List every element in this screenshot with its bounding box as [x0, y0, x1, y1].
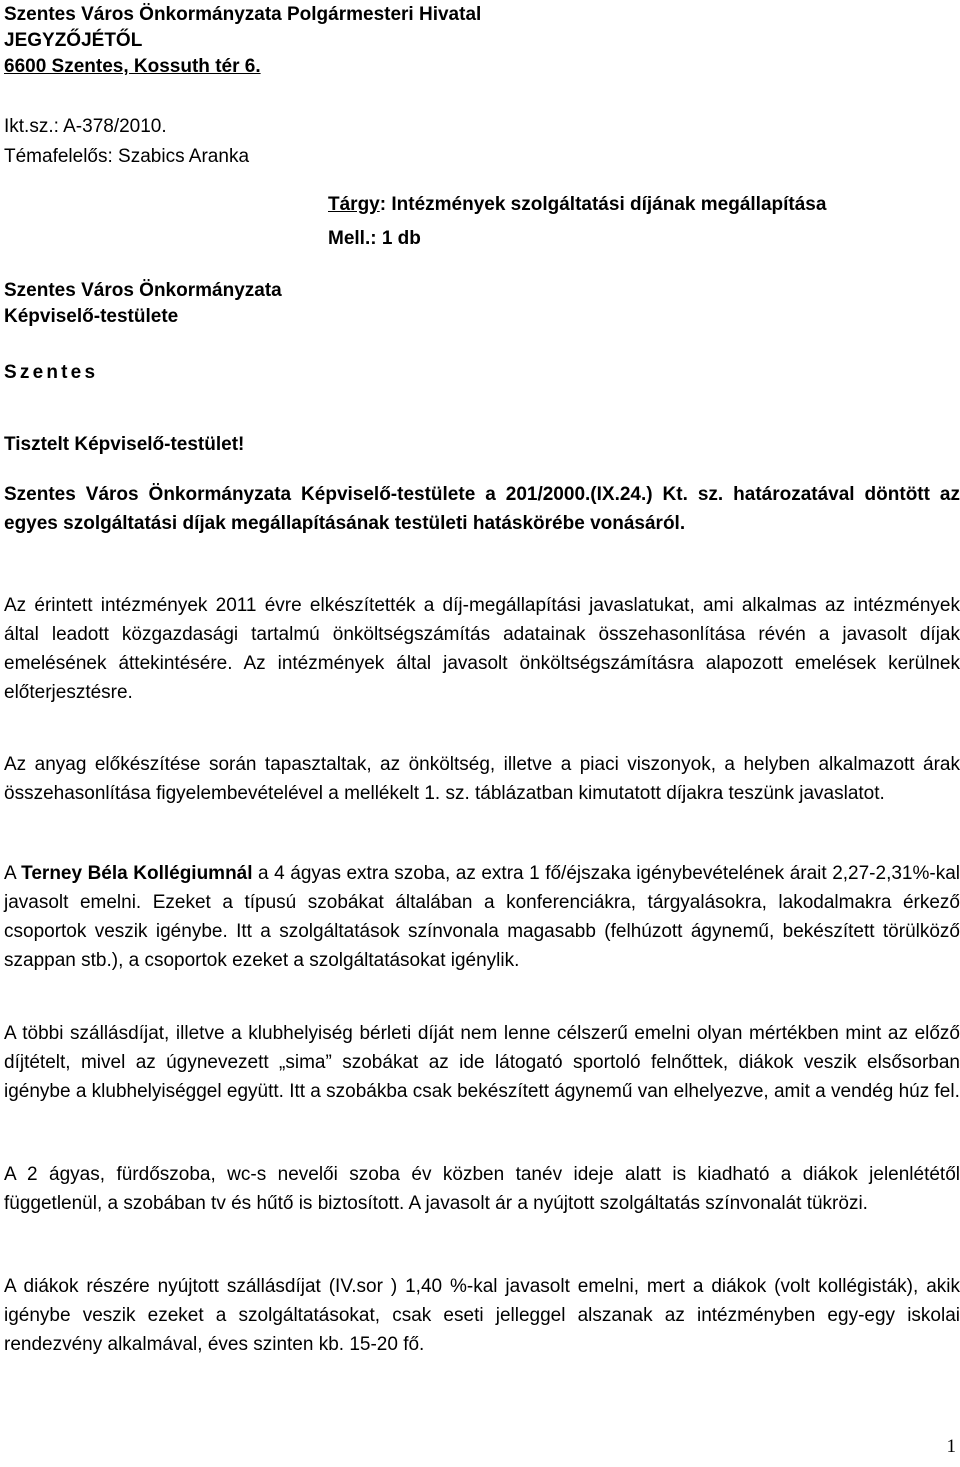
- reference-block: [4, 112, 249, 172]
- attachment-line: [328, 222, 826, 256]
- paragraph-proposals: Az érintett intézmények 2011 évre elkészítették a díj-megállapítási javaslatukat, ami alkalmas az intézmények által leadott közgazdasági tartalmú önköltségszámítás adatainak összehasonlítása révén a javasolt díjak emelésének áttekintésére. Az intézmények által javasolt önköltségszámításra alapozott emelések kerülnek előterjesztésre.: [4, 595, 960, 703]
- responsible-person: Témafelelős: Szabics Aranka: [4, 146, 250, 167]
- addressee-city: Szentes: [4, 362, 99, 383]
- paragraph-terney: A Terney Béla Kollégiumnál a 4 ágyas extra szoba, az extra 1 fő/éjszaka igénybevételének árait 2,27-2,31%-kal javasolt emelni. Ezeket a típusú szobákat általában a konferenciákra, tárgyalásokra, lakodalmakra érkező csoportok veszik igénybe. Itt a szolgáltatások színvonala magasabb (felhúzott ágynemű, bekészített törülköző szappan stb.), a csoportok ezeket a szolgáltatásokat igénylik.: [4, 863, 960, 971]
- attachment-text: : 1 db: [370, 228, 421, 249]
- issuer-name: Szentes Város Önkormányzata Polgármesteri Hivatal: [4, 4, 482, 25]
- file-number: Ikt.sz.: A-378/2010.: [4, 116, 167, 137]
- subject-line: [328, 188, 826, 222]
- issuer-address: 6600 Szentes, Kossuth tér 6.: [4, 56, 261, 77]
- subject-block: [328, 188, 826, 256]
- greeting: Tisztelt Képviselő-testület!: [4, 434, 245, 455]
- subject-text: : Intézmények szolgáltatási díjának megállapítása: [379, 194, 827, 215]
- institution-name: Terney Béla Kollégiumnál: [21, 863, 253, 884]
- subject-label: Tárgy: [328, 194, 380, 215]
- paragraph-students: A diákok részére nyújtott szállásdíjat (IV.sor ) 1,40 %-kal javasolt emelni, mert a diákok (volt kollégisták), akik igénybe veszik ezeket a szolgáltatásokat, csak eseti jelleggel alszanak az intézményben egy-egy iskolai rendezvény alkalmával, éves szinten kb. 15-20 fő.: [4, 1276, 960, 1355]
- paragraph-other-fees: A többi szállásdíjat, illetve a klubhelyiség bérleti díját nem lenne célszerű emelni olyan mértékben mint az előző díjtételt, mivel az úgynevezett „sima” szobákat az ide látogató sportoló felnőttek, diákok veszik elsősorban igénybe a klubhelyiséggel együtt. Itt a szobákba csak bekészített ágynemű van elhelyezve, amit a vendég húz fel.: [4, 1023, 960, 1102]
- paragraph-preparation: Az anyag előkészítése során tapasztaltak, az önköltség, illetve a piaci viszonyok, a helyben alkalmazott árak összehasonlítása figyelembevételével a mellékelt 1. sz. táblázatban kimutatott díjakra teszünk javaslatot.: [4, 754, 960, 804]
- page-number: 1: [946, 1436, 956, 1457]
- letter-header: [4, 2, 481, 80]
- paragraph-teacher-room: A 2 ágyas, fürdőszoba, wc-s nevelői szoba év közben tanév ideje alatt is kiadható a diákok jelenlététől függetlenül, a szobában tv és hűtő is biztosított. A javasolt ár a nyújtott szolgáltatás színvonalát tükrözi.: [4, 1164, 960, 1214]
- addressee-block: [4, 278, 282, 330]
- attachment-label: Mell.: [328, 228, 371, 249]
- issuer-office: JEGYZŐJÉTŐL: [4, 30, 143, 51]
- paragraph-resolution: Szentes Város Önkormányzata Képviselő-testülete a 201/2000.(IX.24.) Kt. sz. határozatával döntött az egyes szolgáltatási díjak megállapításának testületi hatáskörébe vonásáról.: [4, 484, 960, 534]
- addressee-line2: Képviselő-testülete: [4, 306, 179, 327]
- addressee-line1: Szentes Város Önkormányzata: [4, 280, 282, 301]
